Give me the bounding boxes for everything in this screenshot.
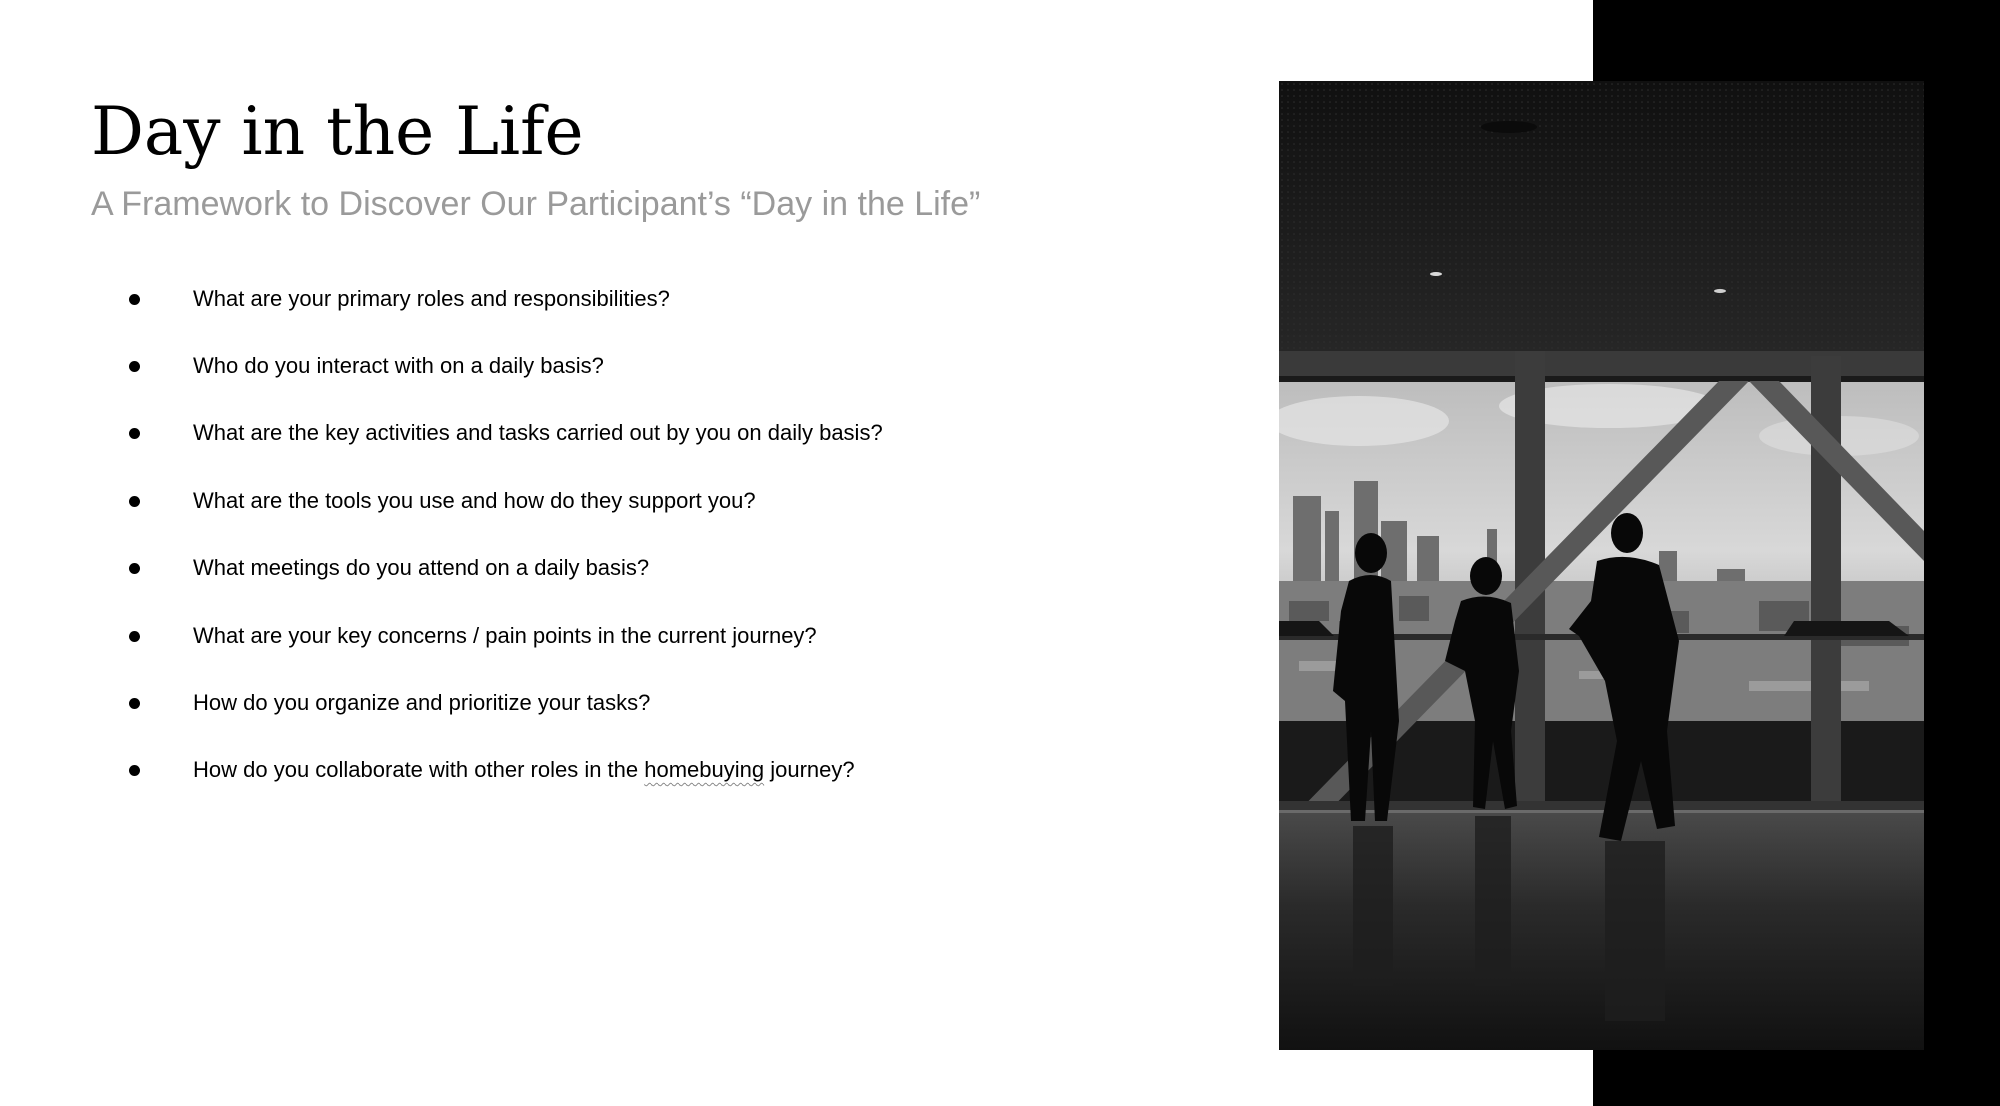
list-item xyxy=(0,346,1200,386)
list-item xyxy=(0,616,1200,656)
bullet-icon xyxy=(129,294,140,305)
list-item xyxy=(0,279,1200,319)
list-item xyxy=(0,750,1200,790)
question-text[interactable]: What are the key activities and tasks carried out by you on daily basis? xyxy=(193,420,883,445)
bullet-icon xyxy=(129,631,140,642)
question-text[interactable] xyxy=(193,750,855,790)
question-text[interactable]: What are the tools you use and how do they support you? xyxy=(193,488,756,513)
photo-illustration xyxy=(1279,81,1924,1050)
list-item xyxy=(0,481,1200,521)
question-text[interactable]: What are your primary roles and responsibilities? xyxy=(193,286,670,311)
slide-subtitle[interactable]: A Framework to Discover Our Participant’s “Day in the Life” xyxy=(91,185,981,223)
question-text-part: How do you collaborate with other roles in the xyxy=(193,757,645,782)
list-item xyxy=(0,683,1200,723)
bullet-icon xyxy=(129,563,140,574)
list-item xyxy=(0,548,1200,588)
bullet-icon xyxy=(129,428,140,439)
question-text[interactable]: What meetings do you attend on a daily basis? xyxy=(193,555,650,580)
question-text[interactable]: How do you organize and prioritize your tasks? xyxy=(193,690,651,715)
spellcheck-flagged-word: homebuying xyxy=(644,757,765,782)
bullet-icon xyxy=(129,496,140,507)
office-silhouette-photo[interactable] xyxy=(1279,81,1924,1050)
question-text[interactable]: What are your key concerns / pain points in the current journey? xyxy=(193,623,817,648)
bullet-icon xyxy=(129,361,140,372)
bullet-icon xyxy=(129,698,140,709)
question-text-part: journey? xyxy=(764,757,855,782)
question-text[interactable]: Who do you interact with on a daily basis? xyxy=(193,353,604,378)
slide-title[interactable]: Day in the Life xyxy=(91,93,584,170)
bullet-icon xyxy=(129,765,140,776)
list-item xyxy=(0,413,1200,453)
